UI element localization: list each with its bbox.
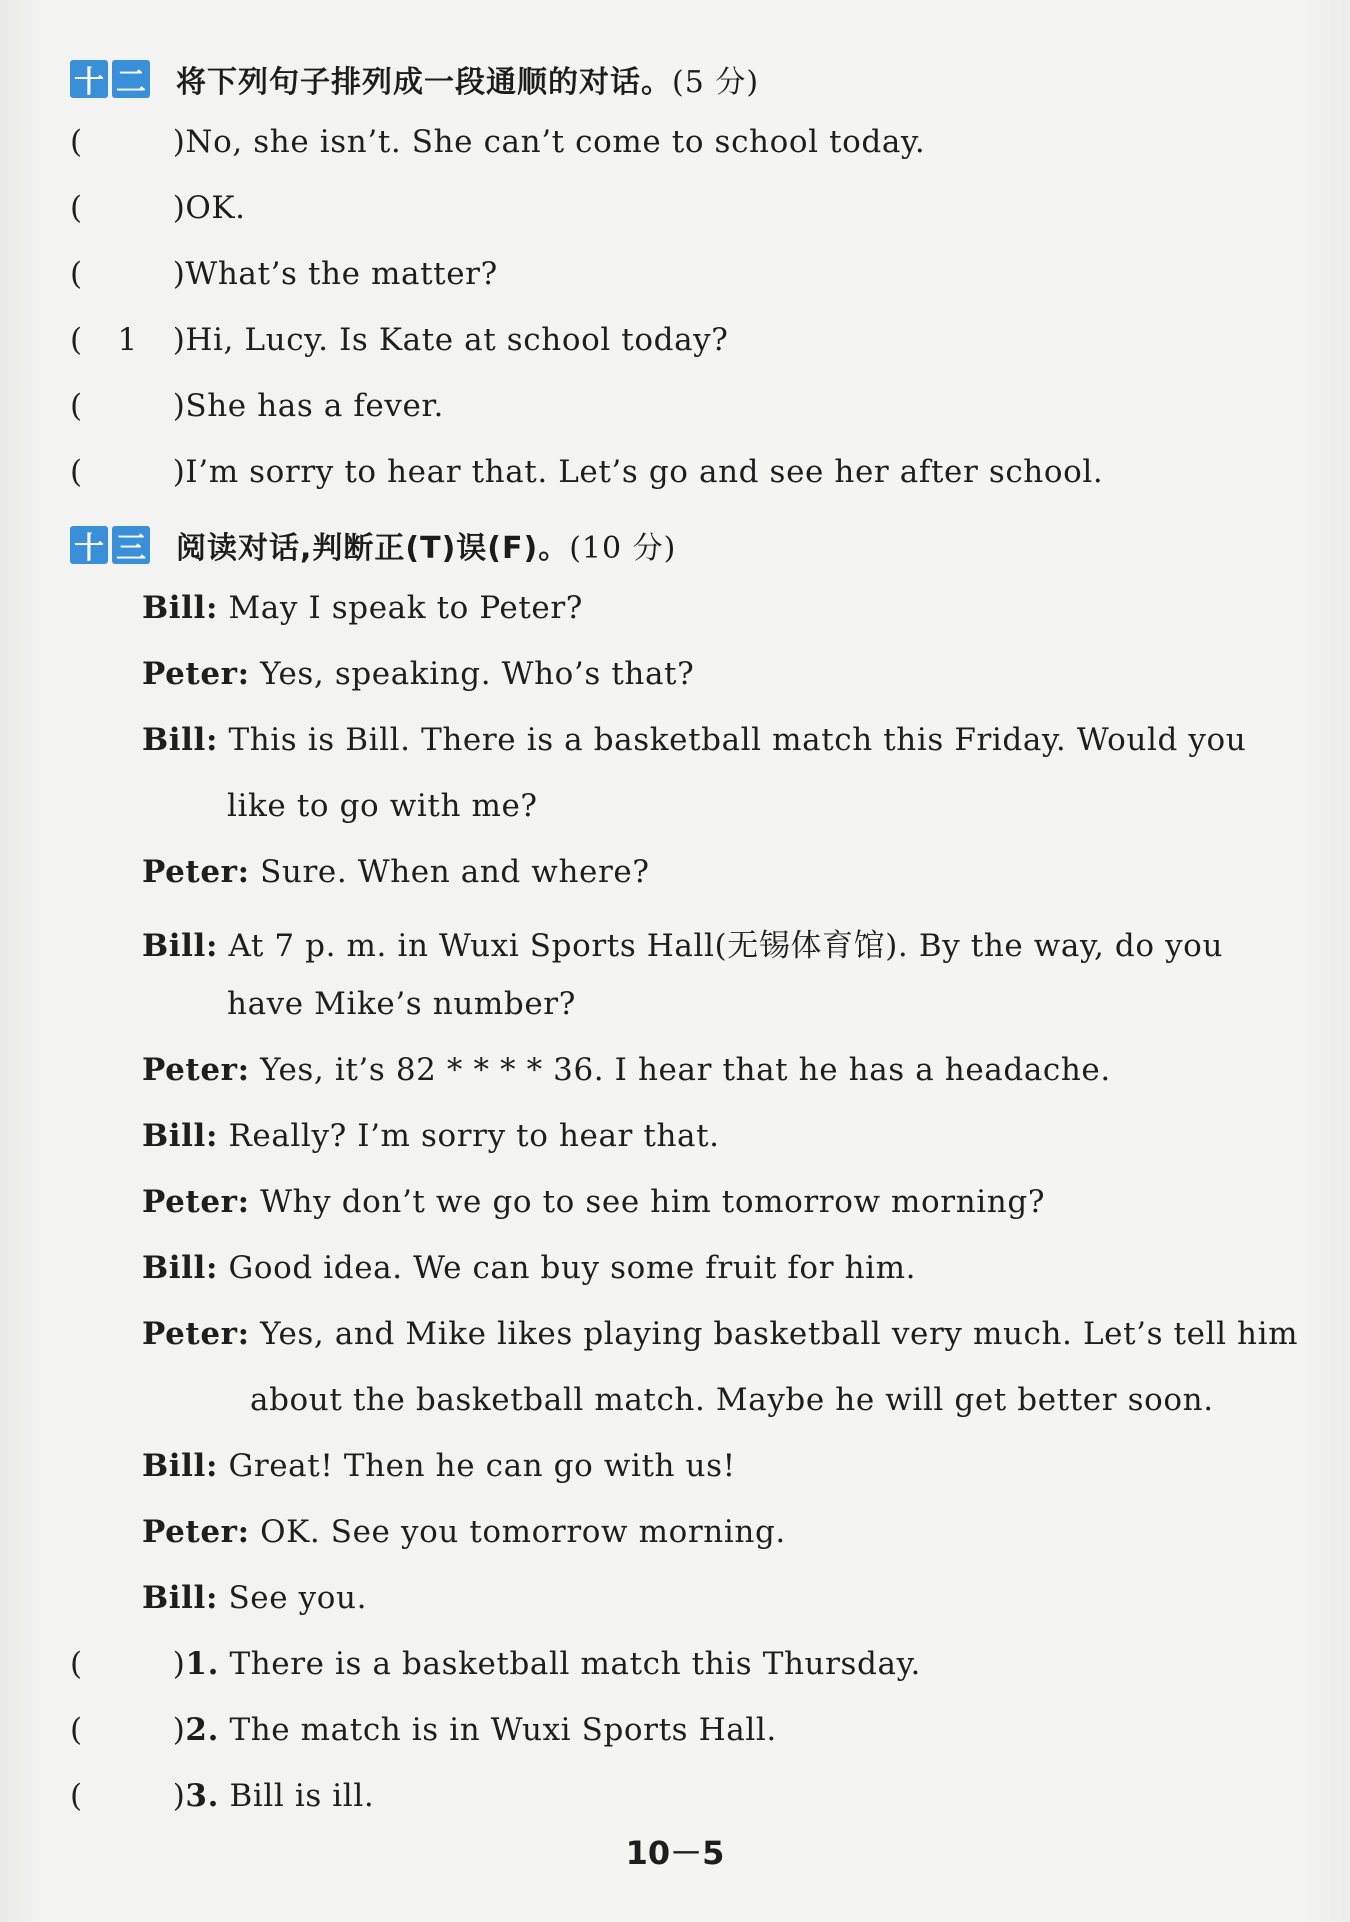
- speaker-name: Bill: [142, 1448, 206, 1484]
- ordering-item: ( )OK.: [70, 190, 246, 226]
- dialogue-line: Bill: Good idea. We can buy some fruit for him.: [142, 1250, 917, 1286]
- ordering-item: ( 1 )Hi, Lucy. Is Kate at school today?: [70, 322, 729, 358]
- speaker-name: Bill: [142, 1118, 206, 1154]
- ordering-item: ( )I’m sorry to hear that. Let’s go and see her after school.: [70, 454, 1104, 490]
- speaker-name: Peter: [142, 1514, 238, 1550]
- speaker-name: Bill: [142, 1580, 206, 1616]
- speaker-name: Peter: [142, 1184, 238, 1220]
- dialogue-text: Why don’t we go to see him tomorrow morning?: [260, 1184, 1046, 1220]
- badge-char: 二: [112, 60, 150, 98]
- page-number: 10－5: [625, 1834, 725, 1872]
- question-text: Bill is ill.: [229, 1778, 375, 1814]
- dialogue-continuation: about the basketball match. Maybe he will get better soon.: [250, 1382, 1214, 1418]
- dialogue-text: Sure. When and where?: [260, 854, 650, 890]
- speaker-name: Bill: [142, 590, 206, 626]
- item-text: OK.: [185, 190, 246, 226]
- badge-char: 十: [70, 60, 108, 98]
- dialogue-line: Peter: Yes, and Mike likes playing basketball very much. Let’s tell him: [142, 1316, 1299, 1352]
- speaker-name: Peter: [142, 656, 238, 692]
- item-text: Hi, Lucy. Is Kate at school today?: [185, 322, 729, 358]
- dialogue-text: Really? I’m sorry to hear that.: [228, 1118, 720, 1154]
- item-text: No, she isn’t. She can’t come to school today.: [185, 124, 926, 160]
- speaker-name: Bill: [142, 1250, 206, 1286]
- dialogue-line: Peter: Yes, it’s 82 * * * * 36. I hear that he has a headache.: [142, 1052, 1111, 1088]
- dialogue-text: Yes, speaking. Who’s that?: [260, 656, 695, 692]
- badge-char: 三: [112, 526, 150, 564]
- dialogue-line: Peter: Yes, speaking. Who’s that?: [142, 656, 695, 692]
- speaker-name: Peter: [142, 1316, 238, 1352]
- item-text: I’m sorry to hear that. Let’s go and see her after school.: [185, 454, 1104, 490]
- item-text: What’s the matter?: [185, 256, 498, 292]
- question-text: There is a basketball match this Thursday.: [229, 1646, 922, 1682]
- section-13-header: [70, 520, 676, 570]
- dialogue-text: Yes, and Mike likes playing basketball very much. Let’s tell him: [260, 1316, 1299, 1352]
- dialogue-continuation: like to go with me?: [227, 788, 538, 824]
- badge-char: 十: [70, 526, 108, 564]
- dialogue-line: Peter: OK. See you tomorrow morning.: [142, 1514, 786, 1550]
- speaker-name: Bill: [142, 722, 206, 758]
- section-13-badge: [70, 526, 154, 564]
- dialogue-line: Bill: Great! Then he can go with us!: [142, 1448, 736, 1484]
- dialogue-line: Bill: Really? I’m sorry to hear that.: [142, 1118, 720, 1154]
- question-number: 3.: [185, 1778, 219, 1814]
- dialogue-text: Yes, it’s 82 * * * * 36. I hear that he has a headache.: [260, 1052, 1111, 1088]
- section-12-title: 将下列句子排列成一段通顺的对话。(5 分): [176, 65, 760, 100]
- dialogue-line: Bill: This is Bill. There is a basketball match this Friday. Would you: [142, 722, 1247, 758]
- ordering-item: ( )What’s the matter?: [70, 256, 498, 292]
- dialogue-text: See you.: [228, 1580, 368, 1616]
- section-13-title: 阅读对话,判断正(T)误(F)。(10 分): [176, 531, 677, 566]
- dialogue-text: Great! Then he can go with us!: [228, 1448, 736, 1484]
- tf-question: ( )3. Bill is ill.: [70, 1778, 375, 1814]
- dialogue-text: OK. See you tomorrow morning.: [260, 1514, 786, 1550]
- question-number: 2.: [185, 1712, 219, 1748]
- section-12-header: [70, 54, 759, 104]
- dialogue-text: This is Bill. There is a basketball match this Friday. Would you: [228, 722, 1247, 758]
- question-text: The match is in Wuxi Sports Hall.: [229, 1712, 777, 1748]
- section-12-badge: [70, 60, 154, 98]
- speaker-name: Peter: [142, 1052, 238, 1088]
- ordering-item: ( )No, she isn’t. She can’t come to school today.: [70, 124, 926, 160]
- answer-blank[interactable]: 1: [117, 322, 138, 358]
- speaker-name: Bill: [142, 928, 206, 964]
- section-13-points: (10 分): [569, 531, 677, 566]
- tf-question: ( )2. The match is in Wuxi Sports Hall.: [70, 1712, 777, 1748]
- dialogue-continuation: have Mike’s number?: [227, 986, 576, 1022]
- section-12-points: (5 分): [672, 65, 760, 100]
- dialogue-line: Peter: Sure. When and where?: [142, 854, 650, 890]
- dialogue-text: Good idea. We can buy some fruit for him.: [228, 1250, 917, 1286]
- dialogue-text: May I speak to Peter?: [228, 590, 583, 626]
- dialogue-line: Peter: Why don’t we go to see him tomorrow morning?: [142, 1184, 1046, 1220]
- ordering-item: ( )She has a fever.: [70, 388, 444, 424]
- dialogue-line: Bill: At 7 p. m. in Wuxi Sports Hall(无锡体育馆). By the way, do you: [142, 928, 1224, 964]
- speaker-name: Peter: [142, 854, 238, 890]
- question-number: 1.: [185, 1646, 219, 1682]
- item-text: She has a fever.: [185, 388, 444, 424]
- dialogue-line: Bill: May I speak to Peter?: [142, 590, 583, 626]
- dialogue-line: Bill: See you.: [142, 1580, 368, 1616]
- tf-question: ( )1. There is a basketball match this Thursday.: [70, 1646, 922, 1682]
- dialogue-text: At 7 p. m. in Wuxi Sports Hall(无锡体育馆). By the way, do you: [228, 928, 1224, 964]
